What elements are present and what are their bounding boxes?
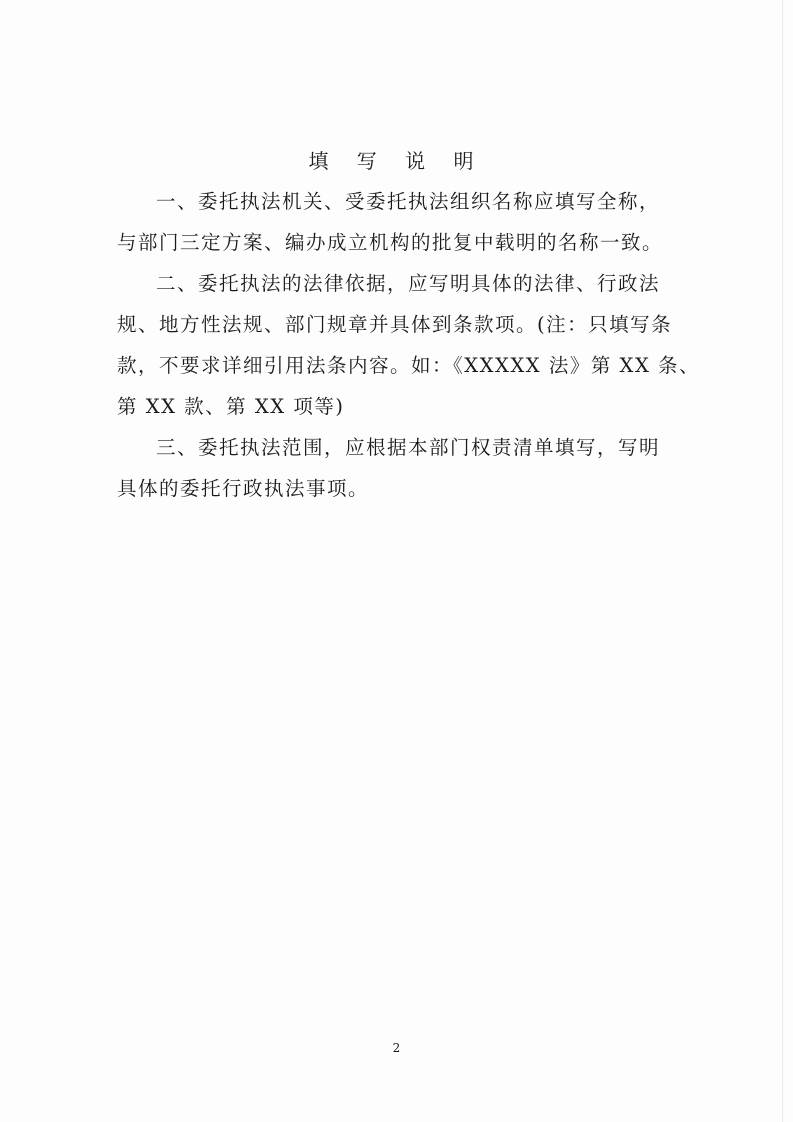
paragraph-3-line-1: 三、委托执法范围，应根据本部门权责清单填写，写明: [156, 436, 661, 459]
paragraph-2-line-3: 款，不要求详细引用法条内容。如：《XXXXX 法》第 XX 条、: [117, 354, 701, 377]
paragraph-3-line-2: 具体的委托行政执法事项。: [117, 477, 370, 500]
paragraph-1-line-2: 与部门三定方案、编办成立机构的批复中载明的名称一致。: [117, 231, 664, 254]
document-title: 填 写 说 明: [308, 149, 485, 173]
paragraph-2-line-2: 规、地方性法规、部门规章并具体到条款项。(注：只填写条: [117, 313, 673, 336]
paragraph-2-line-4: 第 XX 款、第 XX 项等): [117, 395, 345, 418]
paragraph-2-line-1: 二、委托执法的法律依据，应写明具体的法律、行政法: [156, 272, 661, 295]
page-number: 2: [392, 1041, 401, 1055]
paragraph-1-line-1: 一、委托执法机关、受委托执法组织名称应填写全称，: [156, 190, 661, 213]
